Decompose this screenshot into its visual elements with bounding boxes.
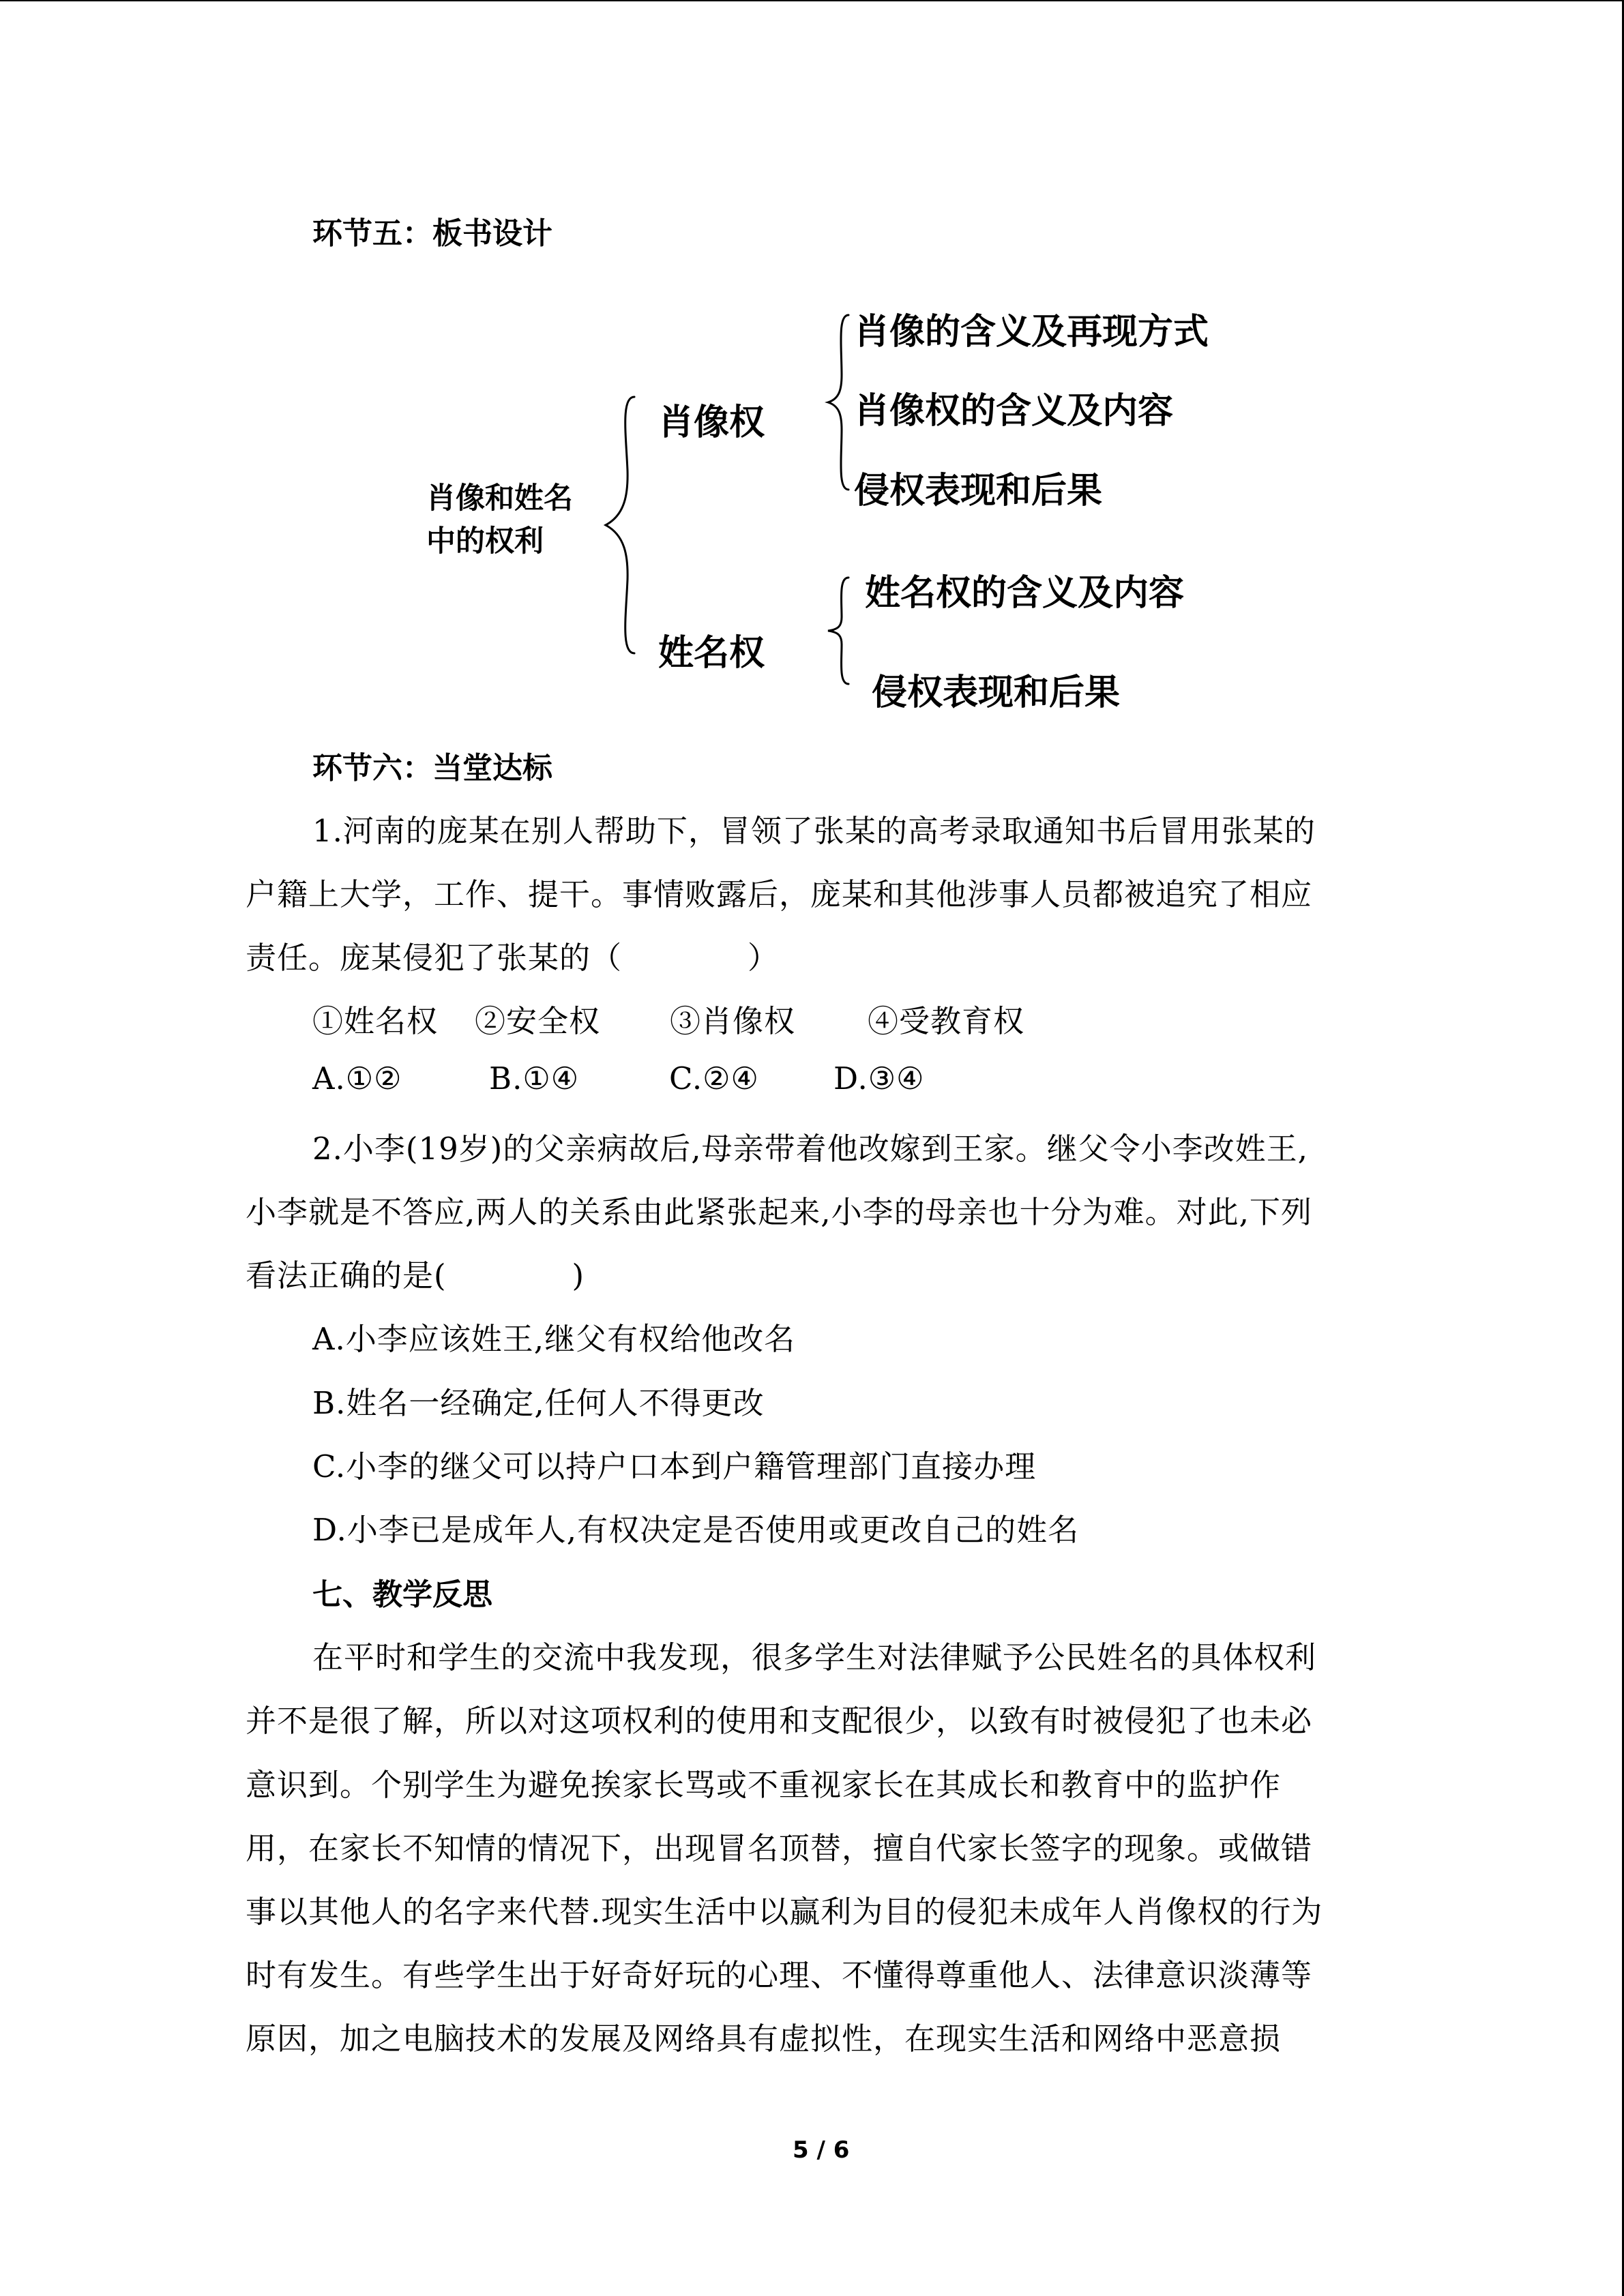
section6-heading: 环节六：当堂达标 (312, 751, 552, 786)
portrait-item-1: 肖像的含义及再现方式 (854, 312, 1209, 353)
q2-option-a: A.小李应该姓王,继父有权给他改名 (312, 1321, 796, 1357)
name-item-1: 姓名权的含义及内容 (865, 573, 1185, 614)
portrait-right-label: 肖像权 (658, 402, 765, 443)
page-number: 5 / 6 (793, 2136, 850, 2164)
portrait-item-2: 肖像权的含义及内容 (854, 391, 1174, 432)
q1-option-a: A.①② (312, 1060, 402, 1097)
reflection-line-6: 时有发生。有些学生出于好奇好玩的心理、不懂得尊重他人、法律意识淡薄等 (246, 1957, 1313, 1993)
reflection-line-3: 意识到。个别学生为避免挨家长骂或不重视家长在其成长和教育中的监护作 (246, 1767, 1282, 1803)
reflection-line-4: 用，在家长不知情的情况下，出现冒名顶替，擅自代家长签字的现象。或做错 (246, 1830, 1313, 1866)
q1-choice-4: ④受教育权 (868, 1003, 1025, 1039)
q1-choice-3: ③肖像权 (670, 1003, 796, 1039)
q1-option-d: D.③④ (833, 1060, 925, 1097)
reflection-line-5: 事以其他人的名字来代替.现实生活中以赢利为目的侵犯未成年人肖像权的行为 (246, 1894, 1323, 1930)
q2-line-2: 小李就是不答应,两人的关系由此紧张起来,小李的母亲也十分为难。对此,下列 (246, 1194, 1312, 1230)
reflection-line-1: 在平时和学生的交流中我发现，很多学生对法律赋予公民姓名的具体权利 (312, 1639, 1317, 1675)
page-border-top (0, 0, 1624, 1)
section5-heading: 环节五：板书设计 (312, 216, 552, 251)
diagram-root-line2: 中的权利 (426, 524, 544, 558)
reflection-line-2: 并不是很了解，所以对这项权利的使用和支配很少，以致有时被侵犯了也未必 (246, 1703, 1313, 1739)
q2-option-c: C.小李的继父可以持户口本到户籍管理部门直接办理 (312, 1448, 1037, 1485)
section7-heading: 七、教学反思 (312, 1577, 492, 1612)
q2-line-3: 看法正确的是( ) (246, 1257, 585, 1294)
q1-option-b: B.①④ (489, 1060, 580, 1097)
q1-option-c: C.②④ (669, 1060, 759, 1097)
portrait-brace (825, 314, 853, 491)
name-brace (825, 576, 853, 685)
q1-line-1: 1.河南的庞某在别人帮助下，冒领了张某的高考录取通知书后冒用张某的 (312, 813, 1316, 849)
root-brace (600, 396, 641, 655)
q2-line-1: 2.小李(19岁)的父亲病故后,母亲带着他改嫁到王家。继父令小李改姓王, (312, 1131, 1308, 1167)
q1-choice-1: ①姓名权 (312, 1003, 439, 1039)
diagram-root-line1: 肖像和姓名 (426, 481, 573, 516)
q2-option-b: B.姓名一经确定,任何人不得更改 (312, 1385, 765, 1421)
q2-option-d: D.小李已是成年人,有权决定是否使用或更改自己的姓名 (312, 1512, 1080, 1548)
q1-choice-2: ②安全权 (475, 1003, 601, 1039)
q1-line-2: 户籍上大学，工作、提干。事情败露后，庞某和其他涉事人员都被追究了相应 (246, 876, 1313, 912)
name-item-2: 侵权表现和后果 (872, 672, 1121, 713)
q1-line-3: 责任。庞某侵犯了张某的（ ） (246, 940, 780, 976)
reflection-line-7: 原因，加之电脑技术的发展及网络具有虚拟性，在现实生活和网络中恶意损 (246, 2021, 1282, 2057)
name-right-label: 姓名权 (658, 633, 765, 674)
portrait-item-3: 侵权表现和后果 (854, 471, 1103, 511)
